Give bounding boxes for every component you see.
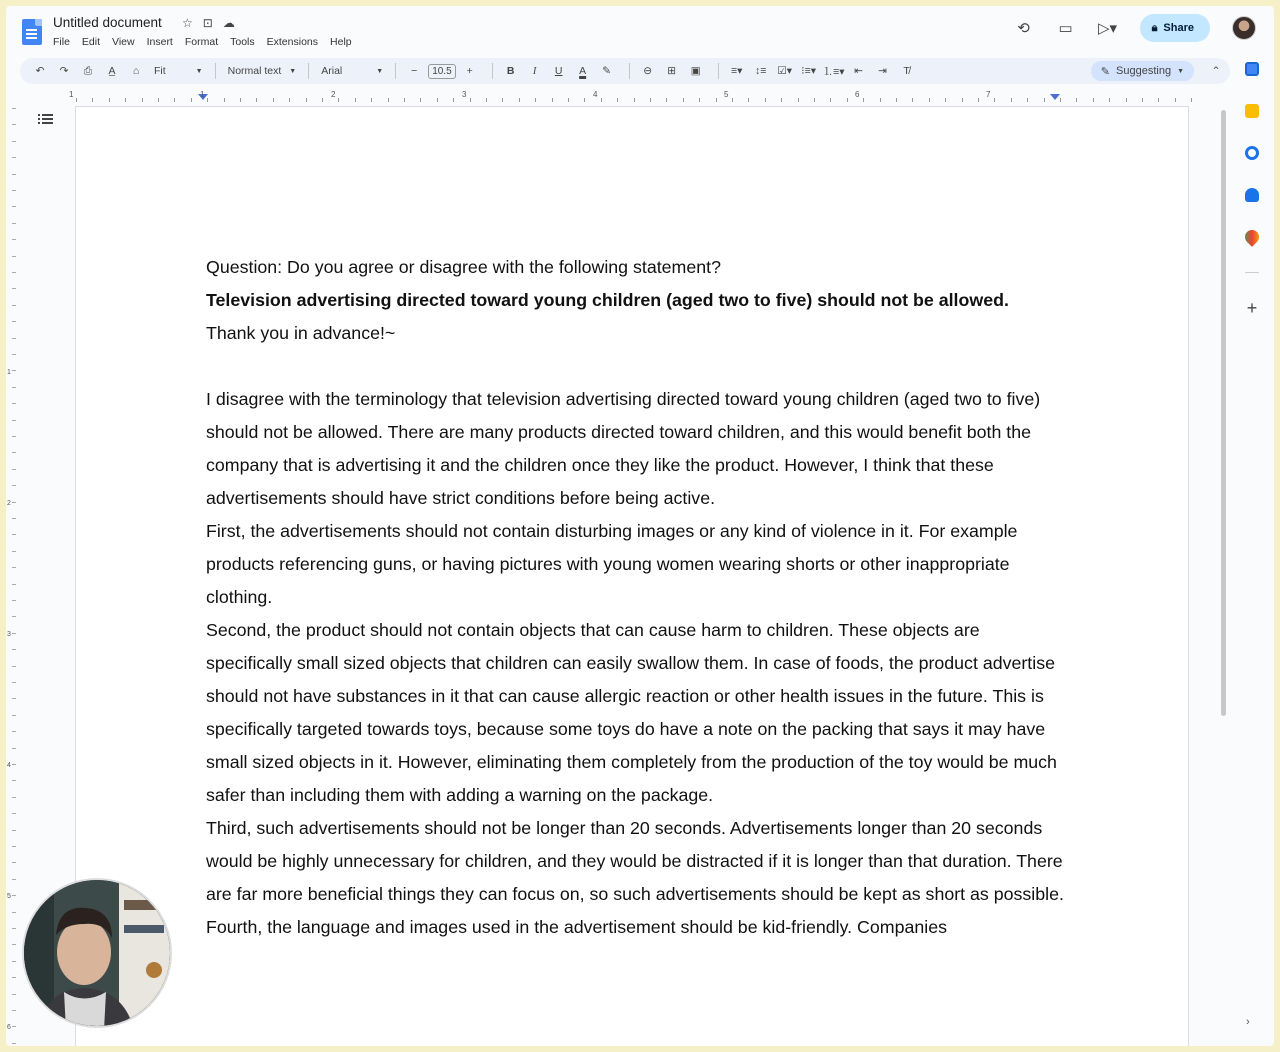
font-size-value: 10.5 (428, 64, 455, 79)
ruler-number: 2 (331, 90, 336, 99)
ruler-tick (1093, 98, 1094, 102)
ruler-tick (12, 518, 16, 519)
ruler-tick (12, 879, 16, 880)
ruler-tick (830, 98, 831, 102)
italic-icon[interactable]: I (532, 65, 537, 77)
ruler-tick (1109, 98, 1110, 102)
ruler-tick (12, 370, 16, 371)
empty-paragraph[interactable] (206, 350, 1066, 383)
ruler-tick (191, 98, 192, 102)
editing-mode-value: Suggesting (1116, 65, 1172, 77)
paragraph[interactable]: Television advertising directed toward young children (aged two to five) should not be allowed. (206, 290, 1009, 310)
ruler-tick (617, 98, 618, 102)
ruler-tick (322, 98, 323, 102)
ruler-number: 3 (462, 90, 467, 99)
ruler-tick (12, 912, 16, 913)
ruler-number: 7 (986, 90, 991, 99)
suggesting-icon: ✎ (1100, 65, 1111, 78)
ruler-tick (12, 994, 16, 995)
ruler-tick (601, 98, 602, 102)
ruler-tick (12, 272, 16, 273)
add-comment-icon[interactable]: ⊞ (667, 65, 677, 77)
ruler-tick (12, 797, 16, 798)
ruler-tick (338, 98, 339, 102)
ruler-tick (1142, 98, 1143, 102)
ruler-number: 5 (7, 893, 11, 900)
ruler-number: 1 (200, 90, 205, 99)
paragraph[interactable]: Second, the product should not contain objects that can cause harm to children. These objects are specifically small sized objects that children can easily swallow them. In case of foods, the product advertise should not have substances in it that can cause allergic reaction or other health issues in the future. This is specifically targeted towards toys, because some toys do have a note on the packing that says it may have small sized objects in it. However, eliminating them completely from the production of the toy would be much safer than including them with adding a warning on the package. (206, 620, 1057, 805)
ruler-tick (12, 764, 16, 765)
ruler-tick (404, 98, 405, 102)
ruler-number: 2 (7, 500, 11, 507)
style-value: Normal text (227, 65, 282, 77)
link-icon[interactable]: ⊖ (643, 65, 653, 77)
ruler-tick (12, 1043, 16, 1044)
paragraph[interactable]: Question: Do you agree or disagree with the following statement? (206, 257, 721, 277)
contacts-icon[interactable] (1245, 188, 1259, 202)
ruler-number: 6 (855, 90, 860, 99)
paragraph[interactable]: Thank you in advance!~ (206, 323, 396, 343)
ruler-tick (699, 98, 700, 102)
ruler-tick (1044, 98, 1045, 102)
ruler-tick (732, 98, 733, 102)
document-body[interactable] (206, 251, 1066, 944)
maps-icon[interactable] (1242, 227, 1262, 247)
ruler-number: 4 (593, 90, 598, 99)
highlight-icon[interactable]: ✎ (602, 65, 612, 77)
divider (308, 63, 309, 79)
document-outline-icon[interactable] (38, 112, 54, 126)
star-icon[interactable]: ☆ (182, 16, 193, 30)
avatar[interactable] (1232, 16, 1256, 40)
ruler-tick (12, 305, 16, 306)
ruler-tick (12, 567, 16, 568)
chevron-down-icon: ▼ (195, 67, 203, 75)
document-title[interactable]: Untitled document (53, 15, 162, 30)
ruler-tick (1011, 98, 1012, 102)
underline-icon[interactable]: U (554, 65, 563, 77)
undo-icon[interactable]: ↶ (35, 65, 45, 77)
ruler-tick (650, 98, 651, 102)
ruler-tick (12, 534, 16, 535)
webcam-person-image (24, 880, 172, 1028)
ruler-number: 6 (7, 1024, 11, 1031)
ruler-tick (683, 98, 684, 102)
ruler-tick (912, 98, 913, 102)
ruler-tick (12, 403, 16, 404)
ruler-tick (994, 98, 995, 102)
ruler-tick (1076, 98, 1077, 102)
ruler-tick (12, 1010, 16, 1011)
ruler-tick (535, 98, 536, 102)
ruler-tick (92, 98, 93, 102)
ruler-tick (12, 731, 16, 732)
ruler-tick (12, 354, 16, 355)
redo-icon[interactable]: ↷ (59, 65, 69, 77)
ruler-tick (12, 387, 16, 388)
bold-icon[interactable]: B (506, 65, 515, 77)
ruler-tick (207, 98, 208, 102)
paragraph[interactable]: First, the advertisements should not contain disturbing images or any kind of violence in it. For example products referencing guns, or having pictures with young women wearing shorts or other inappropriate clothing. (206, 521, 1018, 607)
ruler-tick (12, 502, 16, 503)
ruler-tick (12, 108, 16, 109)
side-panel (1238, 62, 1266, 318)
decrease-font-size-icon[interactable]: − (411, 65, 418, 77)
divider (718, 63, 719, 79)
ruler-tick (12, 321, 16, 322)
ruler-number: 5 (724, 90, 729, 99)
ruler-tick (12, 338, 16, 339)
style-select[interactable] (224, 65, 301, 77)
ruler-tick (158, 98, 159, 102)
divider (492, 63, 493, 79)
ruler-tick (863, 98, 864, 102)
menu-edit[interactable]: Edit (81, 36, 101, 48)
ruler-tick (12, 206, 16, 207)
ruler-tick (12, 452, 16, 453)
ruler-tick (12, 288, 16, 289)
menu-help[interactable]: Help (330, 36, 352, 48)
ruler-tick (306, 98, 307, 102)
menu-view[interactable]: View (112, 36, 135, 48)
vertical-ruler (6, 104, 18, 1046)
ruler-tick (12, 715, 16, 716)
ruler-tick (256, 98, 257, 102)
ruler-tick (12, 862, 16, 863)
tasks-icon[interactable] (1245, 146, 1259, 160)
calendar-icon[interactable] (1245, 62, 1259, 76)
ruler-tick (437, 98, 438, 102)
ruler-tick (12, 190, 16, 191)
zoom-select[interactable] (150, 65, 207, 77)
decrease-indent-icon[interactable]: ⇤ (854, 65, 863, 77)
ruler-tick (12, 928, 16, 929)
ruler-tick (1027, 98, 1028, 102)
menu-file[interactable]: File (53, 36, 70, 48)
ruler-tick (12, 748, 16, 749)
numbered-list-icon[interactable]: ⒈≡▾ (822, 65, 845, 78)
ruler-tick (666, 98, 667, 102)
increase-font-size-icon[interactable]: + (466, 65, 473, 77)
title-icons (182, 16, 235, 30)
app-window (6, 6, 1274, 1046)
ruler-tick (12, 633, 16, 634)
editing-mode-select[interactable] (1091, 61, 1194, 81)
ruler-tick (716, 98, 717, 102)
add-addon-icon[interactable]: + (1246, 298, 1258, 318)
ruler-tick (109, 98, 110, 102)
paint-format-icon[interactable]: ⌂ (132, 65, 140, 77)
ruler-tick (12, 698, 16, 699)
ruler-tick (174, 98, 175, 102)
ruler-tick (12, 977, 16, 978)
toolbar (20, 58, 1230, 84)
font-select[interactable] (317, 65, 387, 77)
share-label: Share (1163, 22, 1194, 34)
ruler-tick (1175, 98, 1176, 102)
print-icon[interactable]: ⎙ (83, 64, 93, 77)
ruler-tick (12, 1026, 16, 1027)
paragraph[interactable]: Third, such advertisements should not be longer than 20 seconds. Advertisements longer than 20 seconds would be highly unnecessary for children, and they would be distracted if it is longer than that duration. There are far more beneficial things they can focus on, so such advertisements should be kept as short as possible. (206, 818, 1064, 904)
ruler-tick (12, 944, 16, 945)
scrollbar[interactable] (1221, 110, 1226, 716)
ruler-tick (12, 616, 16, 617)
ruler-tick (552, 98, 553, 102)
header (6, 6, 1274, 56)
move-folder-icon[interactable]: ⊡ (202, 16, 213, 30)
ruler-tick (420, 98, 421, 102)
chevron-down-icon: ▼ (376, 67, 384, 75)
divider (215, 63, 216, 79)
menu-bar (53, 36, 352, 48)
ruler-tick (125, 98, 126, 102)
font-value: Arial (321, 65, 343, 77)
divider (629, 63, 630, 79)
paragraph[interactable]: I disagree with the terminology that television advertising directed toward young children (aged two to five) should not be allowed. There are many products directed toward children, and this would benefit both the company that is advertising it and the children once they like the product. However, I think that these advertisements should have strict conditions before being active. (206, 389, 1041, 508)
ruler-tick (945, 98, 946, 102)
ruler-tick (12, 256, 16, 257)
header-actions (1014, 14, 1256, 42)
ruler-tick (12, 961, 16, 962)
menu-insert[interactable]: Insert (146, 36, 173, 48)
ruler-tick (388, 98, 389, 102)
insert-image-icon[interactable]: ▣ (690, 65, 701, 77)
ruler-tick (12, 124, 16, 125)
ruler-tick (453, 98, 454, 102)
ruler-tick (240, 98, 241, 102)
ruler-tick (12, 469, 16, 470)
share-button[interactable] (1140, 14, 1210, 42)
keep-icon[interactable] (1245, 104, 1259, 118)
ruler-tick (765, 98, 766, 102)
ruler-tick (929, 98, 930, 102)
divider (395, 63, 396, 79)
ruler-tick (748, 98, 749, 102)
clear-formatting-icon[interactable]: T̸ (903, 65, 910, 77)
ruler-tick (12, 239, 16, 240)
ruler-number: 1 (69, 90, 74, 99)
ruler-tick (12, 666, 16, 667)
document-page[interactable] (75, 106, 1189, 1046)
meet-icon[interactable]: ▷▾ (1098, 20, 1118, 37)
right-indent-marker[interactable] (1050, 94, 1060, 100)
ruler-tick (519, 98, 520, 102)
ruler-tick (12, 223, 16, 224)
line-spacing-icon[interactable]: ↕≡ (754, 65, 767, 77)
ruler-tick (12, 141, 16, 142)
ruler-tick (12, 485, 16, 486)
collapse-toolbar-icon[interactable]: ⌃ (1211, 65, 1221, 77)
ruler-tick (896, 98, 897, 102)
ruler-tick (1158, 98, 1159, 102)
ruler-tick (289, 98, 290, 102)
ruler-tick (76, 98, 77, 102)
align-icon[interactable]: ≡▾ (730, 65, 743, 77)
ruler-tick (12, 649, 16, 650)
ruler-tick (781, 98, 782, 102)
cloud-status-icon[interactable]: ☁ (222, 16, 235, 30)
ruler-tick (584, 98, 585, 102)
comments-icon[interactable]: ▭ (1058, 20, 1073, 37)
ruler-tick (142, 98, 143, 102)
ruler-tick (224, 98, 225, 102)
checklist-icon[interactable]: ☑▾ (777, 65, 792, 77)
docs-logo-icon[interactable] (22, 19, 42, 45)
ruler-tick (568, 98, 569, 102)
ruler-tick (12, 600, 16, 601)
ruler-tick (273, 98, 274, 102)
horizontal-ruler[interactable] (6, 90, 1221, 104)
font-size-input[interactable] (428, 61, 455, 81)
ruler-tick (12, 436, 16, 437)
lock-icon: 🔒︎ (1151, 21, 1158, 34)
ruler-tick (12, 420, 16, 421)
ruler-tick (634, 98, 635, 102)
ruler-tick (371, 98, 372, 102)
paragraph[interactable]: Fourth, the language and images used in the advertisement should be kid-friendly. Companies (206, 917, 947, 937)
ruler-tick (12, 551, 16, 552)
text-color-icon[interactable]: A (579, 65, 587, 77)
chevron-down-icon: ▼ (289, 67, 297, 75)
menu-tools[interactable]: Tools (230, 36, 255, 48)
bulleted-list-icon[interactable]: ⁝≡▾ (801, 65, 817, 77)
ruler-tick (1126, 98, 1127, 102)
ruler-tick (486, 98, 487, 102)
spellcheck-icon[interactable]: A̲ (108, 65, 116, 77)
version-history-icon[interactable]: ⟲ (1017, 20, 1030, 37)
ruler-tick (355, 98, 356, 102)
menu-format[interactable]: Format (184, 36, 219, 48)
divider (1245, 272, 1259, 273)
ruler-tick (12, 174, 16, 175)
zoom-value: Fit (154, 65, 166, 77)
ruler-number: 4 (7, 762, 11, 769)
ruler-tick (880, 98, 881, 102)
chevron-down-icon: ▼ (1177, 67, 1184, 75)
ruler-tick (470, 98, 471, 102)
ruler-tick (814, 98, 815, 102)
ruler-tick (12, 157, 16, 158)
ruler-tick (12, 813, 16, 814)
ruler-tick (1191, 98, 1192, 102)
ruler-tick (12, 584, 16, 585)
ruler-tick (12, 846, 16, 847)
ruler-tick (12, 830, 16, 831)
ruler-tick (847, 98, 848, 102)
ruler-tick (12, 682, 16, 683)
chevron-right-icon[interactable]: › (1246, 1016, 1250, 1028)
ruler-number: 3 (7, 631, 11, 638)
ruler-tick (502, 98, 503, 102)
ruler-tick (1060, 98, 1061, 102)
ruler-tick (978, 98, 979, 102)
ruler-number: 1 (7, 369, 11, 376)
ruler-tick (962, 98, 963, 102)
ruler-tick (798, 98, 799, 102)
menu-extensions[interactable]: Extensions (266, 36, 319, 48)
ruler-tick (12, 895, 16, 896)
ruler-tick (12, 780, 16, 781)
increase-indent-icon[interactable]: ⇥ (878, 65, 887, 77)
webcam-overlay (22, 878, 172, 1028)
